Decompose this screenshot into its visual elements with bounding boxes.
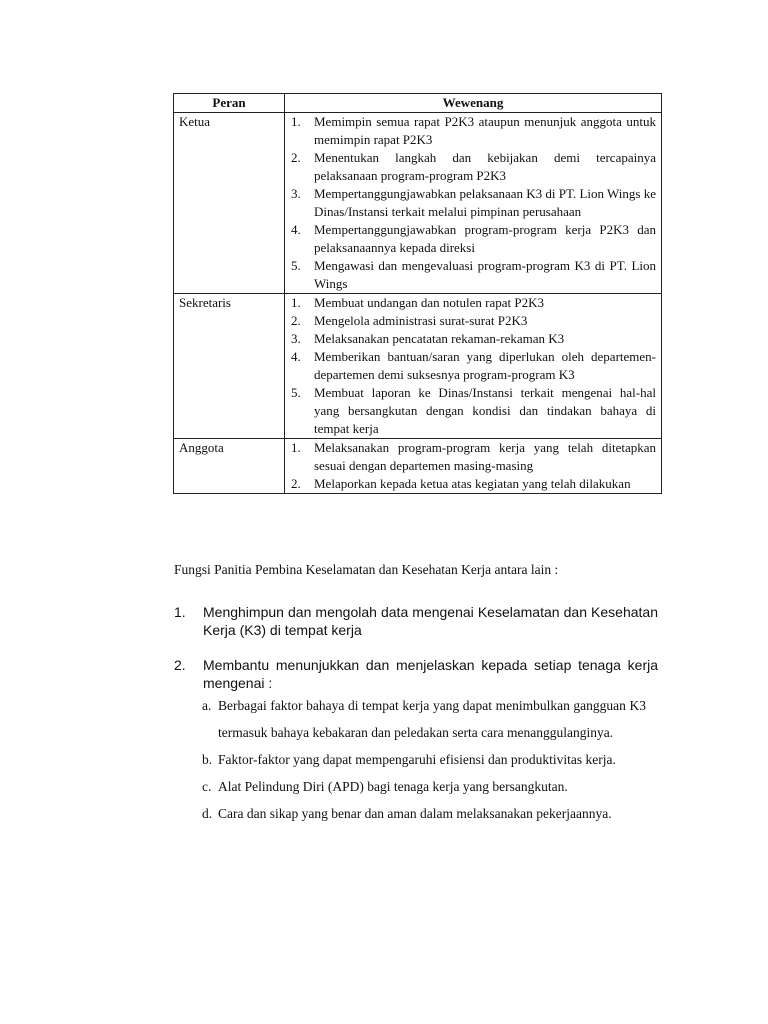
list-item: 5. Mengawasi dan mengevaluasi program-program K3 di PT. Lion Wings <box>285 257 661 293</box>
list-item: 2. Menentukan langkah dan kebijakan demi tercapainya pelaksanaan program-program P2K3 <box>285 149 661 185</box>
sub-item-letter: a. <box>202 698 212 713</box>
duty-text: Memimpin semua rapat P2K3 ataupun menunjuk anggota untuk memimpin rapat P2K3 <box>314 114 656 147</box>
sub-item-text: Cara dan sikap yang benar dan aman dalam melaksanakan pekerjaannya. <box>218 806 612 821</box>
role-cell: Ketua <box>174 113 285 294</box>
table-row <box>174 294 662 439</box>
list-item: 4. Memberikan bantuan/saran yang diperlukan oleh departemen-departemen demi suksesnya program-program K3 <box>285 348 661 384</box>
duty-text: Memberikan bantuan/saran yang diperlukan oleh departemen-departemen demi suksesnya program-program K3 <box>314 349 656 382</box>
table-row <box>174 113 662 294</box>
duty-text: Membuat undangan dan notulen rapat P2K3 <box>314 295 544 310</box>
sub-item-letter: b. <box>202 752 213 767</box>
header-peran: Peran <box>174 94 285 113</box>
table-header-row <box>174 94 662 113</box>
duty-text: Mengelola administrasi surat-surat P2K3 <box>314 313 528 328</box>
sub-list-item <box>202 800 646 827</box>
list-item: 5. Membuat laporan ke Dinas/Instansi terkait mengenai hal-hal yang bersangkutan dengan kondisi dan tindakan bahaya di tempat kerja <box>285 384 661 438</box>
duties-cell <box>285 294 662 439</box>
list-item: 3. Melaksanakan pencatatan rekaman-rekaman K3 <box>285 330 661 348</box>
list-item: 2. Mengelola administrasi surat-surat P2K3 <box>285 312 661 330</box>
duties-cell <box>285 113 662 294</box>
sub-list <box>202 692 646 827</box>
duty-text: Mempertanggungjawabkan program-program kerja P2K3 dan pelaksanaannya kepada direksi <box>314 222 656 255</box>
header-wewenang: Wewenang <box>285 94 662 113</box>
item-text: Membantu menunjukkan dan menjelaskan kepada setiap tenaga kerja mengenai : <box>203 657 658 691</box>
list-item: 3. Mempertanggungjawabkan pelaksanaan K3 di PT. Lion Wings ke Dinas/Instansi terkait melalui pimpinan perusahaan <box>285 185 661 221</box>
duty-text: Melaksanakan program-program kerja yang telah ditetapkan sesuai dengan departemen masing-masing <box>314 440 656 473</box>
sub-list-item <box>202 746 646 773</box>
sub-item-letter: d. <box>202 806 213 821</box>
duty-text: Melaksanakan pencatatan rekaman-rekaman K3 <box>314 331 565 346</box>
sub-list-item <box>202 773 646 800</box>
duties-cell <box>285 439 662 494</box>
duty-list <box>285 294 661 438</box>
list-item: 2. Melaporkan kepada ketua atas kegiatan yang telah dilakukan <box>285 475 661 493</box>
duty-list <box>285 439 661 493</box>
duty-text: Membuat laporan ke Dinas/Instansi terkait mengenai hal-hal yang bersangkutan dengan kondisi dan tindakan bahaya di tempat kerja <box>314 385 656 436</box>
list-item <box>174 656 658 692</box>
duty-list <box>285 113 661 293</box>
item-number: 2. <box>174 657 186 673</box>
role-cell: Anggota <box>174 439 285 494</box>
list-item: 1. Memimpin semua rapat P2K3 ataupun menunjuk anggota untuk memimpin rapat P2K3 <box>285 113 661 149</box>
list-item: 4. Mempertanggungjawabkan program-program kerja P2K3 dan pelaksanaannya kepada direksi <box>285 221 661 257</box>
duty-text: Menentukan langkah dan kebijakan demi tercapainya pelaksanaan program-program P2K3 <box>314 150 656 183</box>
item-text: Menghimpun dan mengolah data mengenai Keselamatan dan Kesehatan Kerja (K3) di tempat kerja <box>203 604 658 638</box>
sub-list-item <box>202 692 646 746</box>
functions-intro: Fungsi Panitia Pembina Keselamatan dan Kesehatan Kerja antara lain : <box>174 562 559 577</box>
list-item: 1. Melaksanakan program-program kerja yang telah ditetapkan sesuai dengan departemen masing-masing <box>285 439 661 475</box>
duty-text: Mempertanggungjawabkan pelaksanaan K3 di PT. Lion Wings ke Dinas/Instansi terkait melalui pimpinan perusahaan <box>314 186 656 219</box>
sub-item-letter: c. <box>202 779 212 794</box>
sub-item-text: Faktor-faktor yang dapat mempengaruhi efisiensi dan produktivitas kerja. <box>218 752 616 767</box>
list-item: 1. Membuat undangan dan notulen rapat P2K3 <box>285 294 661 312</box>
item-number: 1. <box>174 604 186 620</box>
role-cell: Sekretaris <box>174 294 285 439</box>
sub-item-text: Alat Pelindung Diri (APD) bagi tenaga kerja yang bersangkutan. <box>218 779 568 794</box>
sub-item-text: Berbagai faktor bahaya di tempat kerja yang dapat menimbulkan gangguan K3 termasuk bahaya kebakaran dan peledakan serta cara menanggulanginya. <box>218 698 646 740</box>
duty-text: Mengawasi dan mengevaluasi program-program K3 di PT. Lion Wings <box>314 258 656 291</box>
roles-table <box>173 93 662 494</box>
table-row <box>174 439 662 494</box>
duty-text: Melaporkan kepada ketua atas kegiatan yang telah dilakukan <box>314 476 631 491</box>
list-item <box>174 603 658 639</box>
